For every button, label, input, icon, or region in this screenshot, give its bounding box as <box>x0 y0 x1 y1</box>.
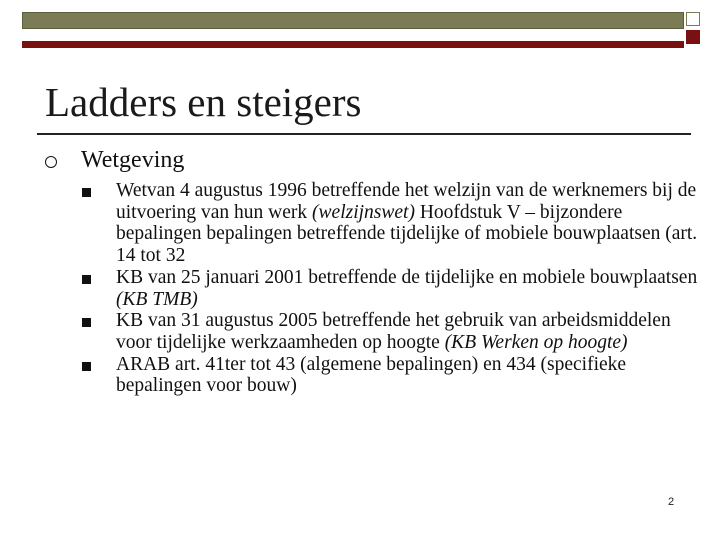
item-italic-text: (KB Werken op hoogte) <box>444 331 628 353</box>
sub-bullet-item <box>82 180 702 267</box>
square-bullet-icon <box>82 275 91 284</box>
dark-red-bar <box>22 41 684 48</box>
outline-square-decoration <box>686 12 700 26</box>
red-square-decoration <box>686 30 700 44</box>
page-number: 2 <box>668 496 675 508</box>
sub-bullet-item <box>82 310 702 353</box>
square-bullet-icon <box>82 362 91 371</box>
title-divider <box>37 133 691 135</box>
item-text: ARAB art. 41ter tot 43 (algemene bepalingen) en 434 (specifieke bepalingen voor bouw) <box>116 353 627 397</box>
sub-bullet-item <box>82 354 702 397</box>
hollow-circle-bullet-icon <box>45 156 57 168</box>
item-italic-text: (KB TMB) <box>116 288 198 310</box>
olive-bar <box>22 12 684 29</box>
slide-title: Ladders en steigers <box>45 79 362 125</box>
item-text: Wetvan 4 augustus 1996 betreffende het welzijn van de werknemers bij de uitvoering van hun werk <box>116 180 697 223</box>
item-text: KB van 25 januari 2001 betreffende de tijdelijke en mobiele bouwplaatsen <box>116 266 698 288</box>
sub-bullet-list <box>82 180 702 397</box>
sub-bullet-item <box>82 267 702 310</box>
square-bullet-icon <box>82 318 91 327</box>
level1-bullet-text: Wetgeving <box>81 147 185 173</box>
item-text-continued: Hoofdstuk V – bijzondere bepalingen bepalingen betreffende tijdelijke of mobiele bouwplaatsen (art. 14 tot 32 <box>116 201 698 267</box>
item-text: KB van 31 augustus 2005 betreffende het gebruik van arbeidsmiddelen voor tijdelijke werkzaamheden op hoogte <box>116 310 671 353</box>
square-bullet-icon <box>82 188 91 197</box>
item-italic-text: (welzijnswet) <box>312 201 415 223</box>
decorative-top-bar <box>22 12 712 36</box>
